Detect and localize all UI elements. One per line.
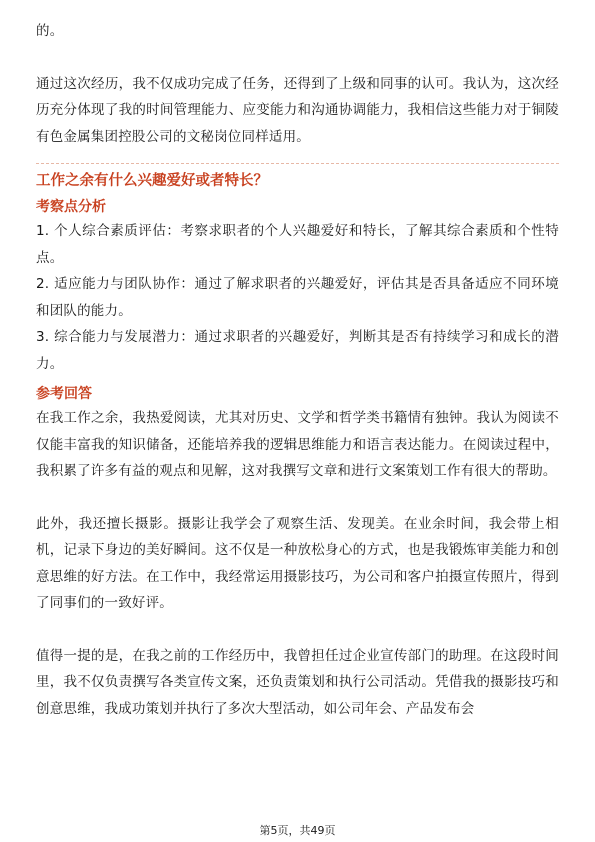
interview-question: 工作之余有什么兴趣爱好或者特长？ bbox=[36, 173, 268, 189]
page-number: 第5页，共49页 bbox=[259, 824, 336, 837]
answer-paragraph: 此外，我还擅长摄影。摄影让我学会了观察生活、发现美。在业余时间，我会带上相机，记录下身边的美好瞬间。这不仅是一种放松身心的方式，也是我锻炼审美能力和创意思维的好方法。在工作中，我经常运用摄影技巧，为公司和客户拍摄宣传照片，得到了同事们的一致好评。 bbox=[36, 515, 559, 611]
conclusion-paragraph: 通过这次经历，我不仅成功完成了任务，还得到了上级和同事的认可。我认为，这次经历充分体现了我的时间管理能力、应变能力和沟通协调能力，我相信这些能力对于铜陵有色金属集团控股公司的文秘岗位同样适用。 bbox=[36, 75, 559, 145]
analysis-heading: 考察点分析 bbox=[36, 199, 106, 215]
analysis-point: 2. 适应能力与团队协作：通过了解求职者的兴趣爱好，评估其是否具备适应不同环境和团队的能力。 bbox=[36, 276, 559, 319]
answer-heading: 参考回答 bbox=[36, 386, 92, 402]
section-divider bbox=[36, 163, 559, 164]
answer-paragraph: 值得一提的是，在我之前的工作经历中，我曾担任过企业宣传部门的助理。在这段时间里，我不仅负责撰写各类宣传文案，还负责策划和执行公司活动。凭借我的摄影技巧和创意思维，我成功策划并执行了多次大型活动，如公司年会、产品发布会 bbox=[36, 647, 559, 717]
analysis-point: 1. 个人综合素质评估：考察求职者的个人兴趣爱好和特长，了解其综合素质和个性特点。 bbox=[36, 223, 559, 266]
answer-paragraph: 在我工作之余，我热爱阅读，尤其对历史、文学和哲学类书籍情有独钟。我认为阅读不仅能丰富我的知识储备，还能培养我的逻辑思维能力和语言表达能力。在阅读过程中，我积累了许多有益的观点和见解，这对我撰写文章和进行文案策划工作有很大的帮助。 bbox=[36, 410, 559, 479]
page-content bbox=[36, 18, 559, 722]
previous-paragraph-tail: 的。 bbox=[36, 23, 64, 39]
analysis-point: 3. 综合能力与发展潜力：通过求职者的兴趣爱好，判断其是否有持续学习和成长的潜力。 bbox=[36, 329, 559, 372]
